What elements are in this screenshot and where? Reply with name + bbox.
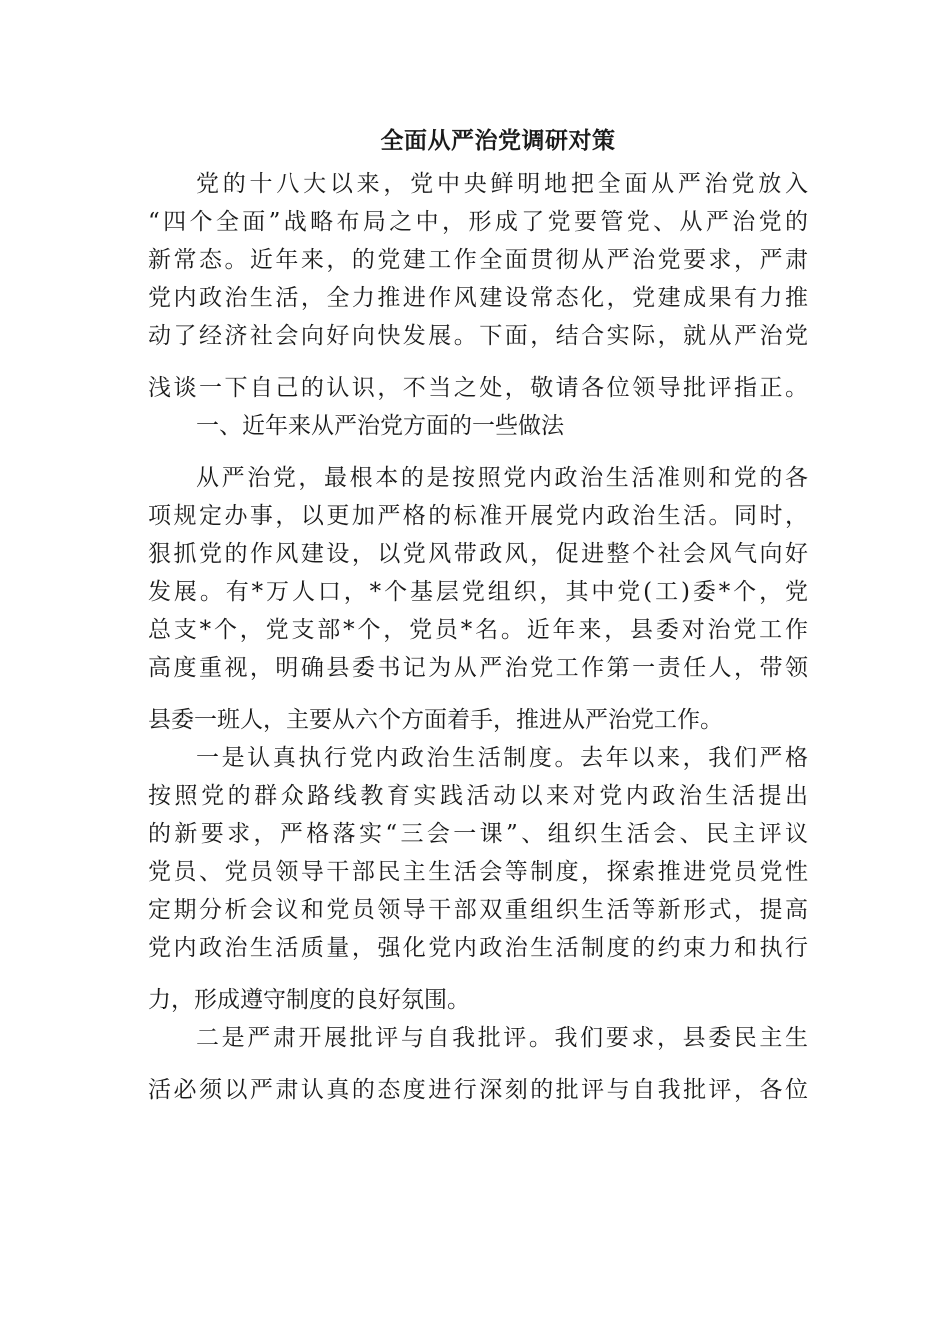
- document-title: 全面从严治党调研对策: [380, 127, 616, 154]
- paragraph-line: 党员、党员领导干部民主生活会等制度，探索推进党员党性: [148, 859, 808, 885]
- paragraph-line: 县委一班人，主要从六个方面着手，推进从严治党工作。: [148, 707, 723, 733]
- paragraph-line: 项规定办事，以更加严格的标准开展党内政治生活。同时，: [148, 503, 808, 529]
- paragraph-line: 二是严肃开展批评与自我批评。我们要求，县委民主生: [196, 1025, 808, 1051]
- document-body: [148, 165, 808, 1109]
- paragraph-line: 一是认真执行党内政治生活制度。去年以来，我们严格: [196, 745, 808, 771]
- paragraph-line: 党内政治生活质量，强化党内政治生活制度的约束力和执行: [148, 935, 808, 961]
- paragraph-line: 发展。有*万人口，*个基层党组织，其中党(工)委*个，党: [148, 579, 808, 605]
- paragraph-line: 高度重视，明确县委书记为从严治党工作第一责任人，带领: [148, 655, 808, 681]
- paragraph-line: 活必须以严肃认真的态度进行深刻的批评与自我批评，各位: [148, 1077, 808, 1103]
- paragraph-line: 狠抓党的作风建设，以党风带政风，促进整个社会风气向好: [148, 541, 808, 567]
- section-heading: 一、近年来从严治党方面的一些做法: [196, 413, 564, 439]
- paragraph-line: 浅谈一下自己的认识，不当之处，敬请各位领导批评指正。: [148, 375, 808, 401]
- paragraph-line: 力，形成遵守制度的良好氛围。: [148, 987, 470, 1013]
- paragraph-line: 定期分析会议和党员领导干部双重组织生活等新形式，提高: [148, 897, 808, 923]
- paragraph-line: 总支*个，党支部*个，党员*名。近年来，县委对治党工作: [148, 617, 808, 643]
- paragraph-line: 的新要求，严格落实“三会一课”、组织生活会、民主评议: [148, 821, 808, 847]
- paragraph-line: 动了经济社会向好向快发展。下面，结合实际，就从严治党: [148, 323, 808, 349]
- paragraph-line: 党的十八大以来，党中央鲜明地把全面从严治党放入: [196, 171, 808, 197]
- paragraph-line: 从严治党，最根本的是按照党内政治生活准则和党的各: [196, 465, 808, 491]
- paragraph-line: 按照党的群众路线教育实践活动以来对党内政治生活提出: [148, 783, 808, 809]
- paragraph-line: 党内政治生活，全力推进作风建设常态化，党建成果有力推: [148, 285, 808, 311]
- paragraph-line: “四个全面”战略布局之中，形成了党要管党、从严治党的: [148, 209, 808, 235]
- paragraph-line: 新常态。近年来，的党建工作全面贯彻从严治党要求，严肃: [148, 247, 808, 273]
